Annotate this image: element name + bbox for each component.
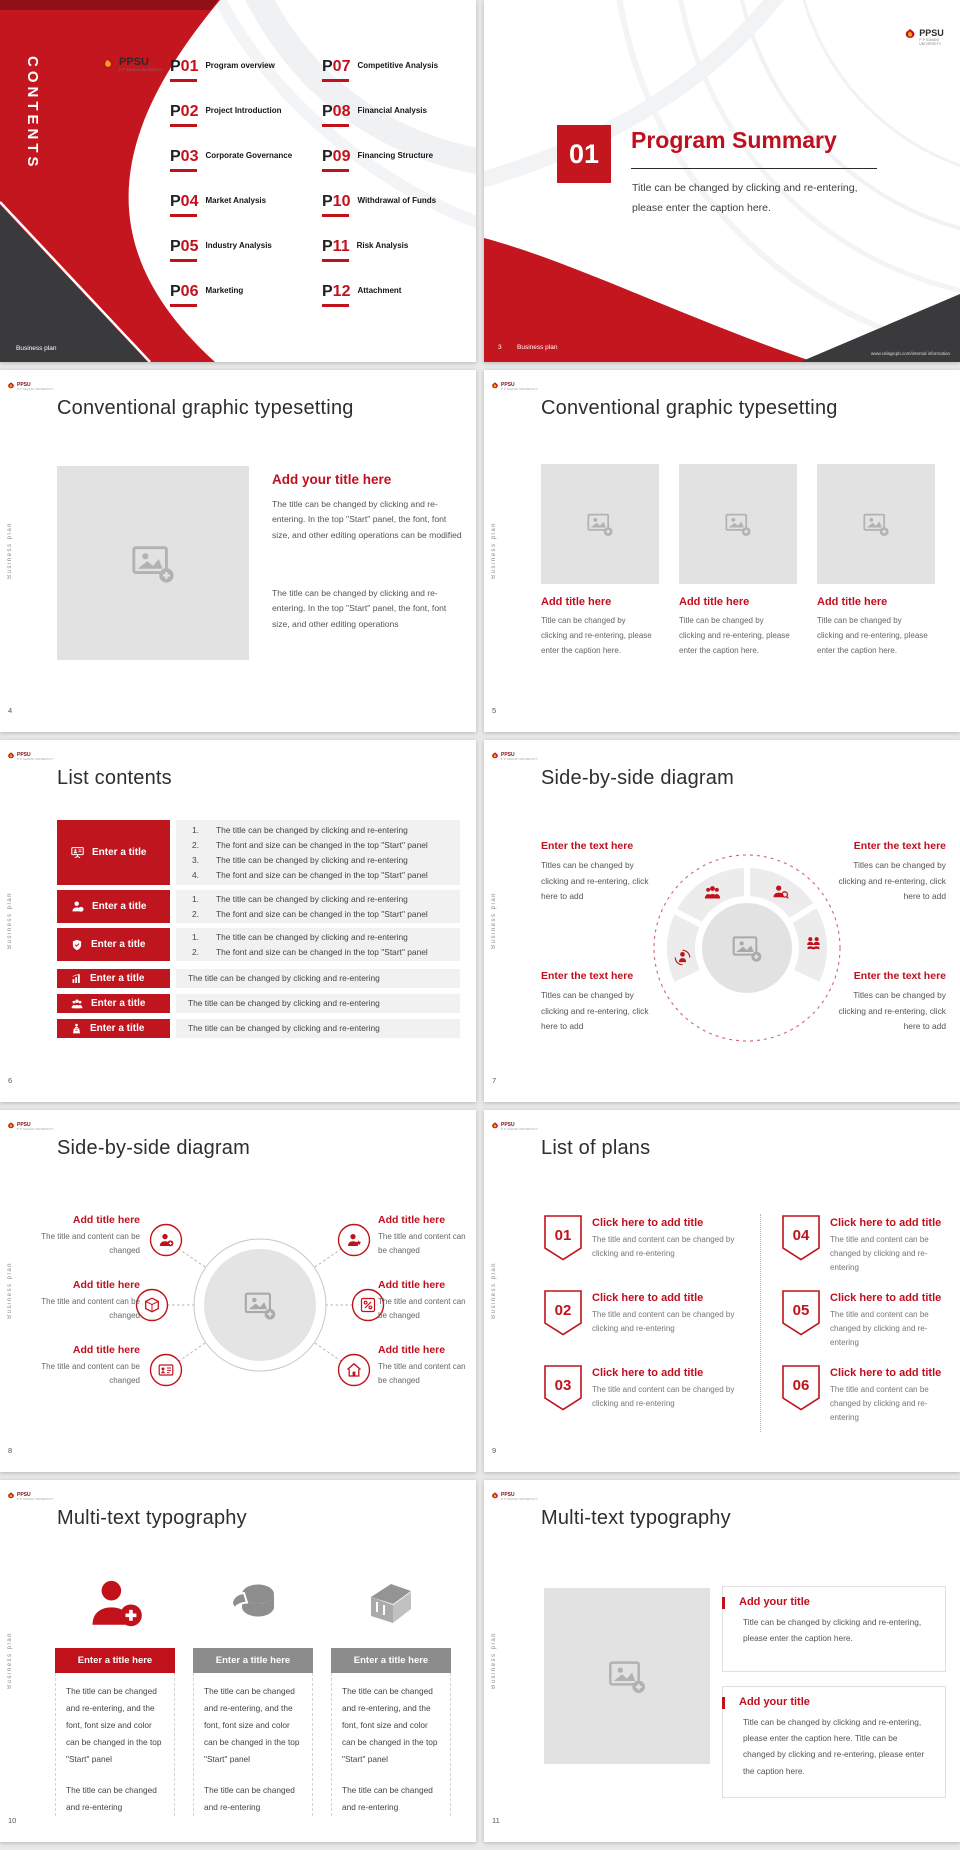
- contents-item-number: P11: [322, 238, 350, 262]
- list-panel: 1. The title can be changed by clicking and re-entering 2. The font and size can be changed in the top "Start" panel: [176, 890, 460, 923]
- brand-name: PPSU: [919, 28, 944, 38]
- slide-typography-image[interactable]: [484, 1480, 960, 1842]
- section-caption: Title can be changed by clicking and re-entering, please enter the caption here.: [632, 182, 858, 214]
- diagram-text-block: Add title here The title and content can be changed: [41, 1344, 140, 1386]
- brand-tagline: P P SAVANI UNIVERSITY: [119, 68, 163, 72]
- column-text: The title can be changed and re-entering, and the font, font size and color can be changed in the top "Start" panel The title can be changed and re-entering: [331, 1673, 451, 1816]
- contents-item[interactable]: [322, 283, 457, 307]
- svg-text:03: 03: [554, 1377, 572, 1394]
- plan-item-text: Click here to add title The title and content can be changed by clicking and re-entering: [830, 1217, 942, 1272]
- ppsu-mini-logo: PPSU P P SAVANI UNIVERSITY: [491, 382, 538, 391]
- person-target-icon: [674, 949, 691, 966]
- ring-diagram: [484, 740, 960, 1102]
- bar-chart-icon: [71, 973, 82, 984]
- content-heading: Add your title: [739, 1596, 945, 1608]
- contents-item[interactable]: [322, 148, 457, 172]
- sidebar-vertical-label: Business plan: [491, 1262, 497, 1319]
- page-number: 4: [8, 706, 13, 715]
- contents-item-number: P01: [170, 58, 198, 82]
- contents-item[interactable]: [170, 148, 305, 172]
- body-paragraph: The title can be changed by clicking and re-entering. In the top "Start" panel, the font, font size, and other editing operations: [272, 588, 447, 629]
- diagram-text-block: Add title here The title and content can be changed: [378, 1214, 466, 1256]
- body-paragraph: Title can be changed by clicking and re-entering, please enter the caption here.: [817, 616, 928, 655]
- contents-item-label: Market Analysis: [205, 196, 267, 205]
- page-number: 10: [8, 1816, 17, 1825]
- list-panel: The title can be changed by clicking and re-entering: [176, 969, 460, 988]
- ppsu-mini-logo: PPSU P P SAVANI UNIVERSITY: [7, 1492, 54, 1501]
- plan-number-badge: [544, 1290, 582, 1336]
- contents-item-number: P02: [170, 103, 198, 127]
- contents-item[interactable]: [170, 238, 305, 262]
- page-number: 11: [492, 1816, 500, 1825]
- list-panel: The title can be changed by clicking and re-entering: [176, 994, 460, 1013]
- slide-title: Conventional graphic typesetting: [57, 397, 354, 419]
- diagram-text-block: Add title here The title and content can be changed: [378, 1344, 466, 1386]
- ppsu-mini-logo: PPSU P P SAVANI UNIVERSITY: [491, 1492, 538, 1501]
- content-heading: Add your title: [739, 1696, 945, 1708]
- title-panel: [722, 1586, 946, 1672]
- image-placeholder-icon: [862, 510, 890, 538]
- ppsu-logo-icon: [904, 28, 916, 41]
- sidebar-vertical-label: Business plan: [491, 1632, 497, 1689]
- slide-title: Side-by-side diagram: [541, 767, 734, 789]
- contents-background-art: [0, 0, 476, 362]
- contents-item[interactable]: [322, 193, 457, 217]
- diagram-text-block: Enter the text here Titles can be changed by clicking and re-entering, click here to add: [838, 840, 946, 902]
- contents-item[interactable]: [170, 58, 305, 82]
- sidebar-vertical-label: Business plan: [7, 1262, 13, 1319]
- slide-contents[interactable]: [0, 0, 476, 362]
- contents-item-number: P07: [322, 58, 350, 82]
- svg-text:06: 06: [792, 1377, 810, 1394]
- enter-title-button[interactable]: Enter a title: [57, 969, 170, 988]
- ppsu-mini-logo: PPSU P P SAVANI UNIVERSITY: [491, 1122, 538, 1131]
- enter-title-bar[interactable]: Enter a title here: [331, 1648, 451, 1673]
- contents-item-label: Financial Analysis: [357, 106, 427, 115]
- slide-title: List of plans: [541, 1137, 651, 1159]
- contents-item[interactable]: [322, 238, 457, 262]
- contents-item[interactable]: [170, 103, 305, 127]
- slide-list-contents[interactable]: [0, 740, 476, 1102]
- contents-item[interactable]: [170, 283, 305, 307]
- page-number: 8: [8, 1446, 13, 1455]
- ppsu-logo-icon: [7, 382, 15, 390]
- contents-item-label: Financing Structure: [357, 151, 434, 160]
- plan-item-text: Click here to add title The title and content can be changed by clicking and re-entering: [592, 1292, 735, 1333]
- ppsu-logo-icon: [491, 1492, 499, 1500]
- content-heading: Add title here: [541, 596, 612, 608]
- typography-column: [331, 1558, 451, 1816]
- enter-title-button[interactable]: Enter a title: [57, 928, 170, 961]
- list-panel: 1. The title can be changed by clicking and re-entering 2. The font and size can be changed in the top "Start" panel: [176, 928, 460, 961]
- brand-name: PPSU: [119, 56, 149, 68]
- enter-title-button[interactable]: Enter a title: [57, 994, 170, 1013]
- plan-item-text: Click here to add title The title and content can be changed by clicking and re-entering: [592, 1217, 735, 1258]
- slide-title: Multi-text typography: [541, 1507, 731, 1529]
- body-paragraph: Title can be changed by clicking and re-entering, please enter the caption here.: [679, 616, 790, 655]
- plan-number-badge: [544, 1365, 582, 1411]
- slide-typography-columns[interactable]: [0, 1480, 476, 1842]
- diagram-text-block: Add title here The title and content can be changed: [378, 1279, 466, 1321]
- contents-item-number: P05: [170, 238, 198, 262]
- diagram-text-block: Add title here The title and content can be changed: [41, 1279, 140, 1321]
- content-heading: Add your title here: [272, 472, 392, 487]
- enter-title-button[interactable]: Enter a title: [57, 820, 170, 885]
- plan-number-badge: [782, 1215, 820, 1261]
- column-text: The title can be changed and re-entering, and the font, font size and color can be changed in the top "Start" panel The title can be changed and re-entering: [193, 1673, 313, 1816]
- slide-title: Multi-text typography: [57, 1507, 247, 1529]
- reading-group-icon: [805, 935, 822, 952]
- person-add-icon: [158, 1232, 174, 1248]
- ppsu-mini-logo: PPSU P P SAVANI UNIVERSITY: [7, 752, 54, 761]
- svg-text:01: 01: [554, 1227, 572, 1244]
- slide-list-of-plans[interactable]: [484, 1110, 960, 1472]
- contents-item-number: P12: [322, 283, 350, 307]
- sidebar-vertical-label: Business plan: [7, 522, 13, 579]
- ppsu-logo: [904, 28, 960, 46]
- content-heading: Add title here: [679, 596, 750, 608]
- presentation-icon: [71, 846, 84, 859]
- contents-item[interactable]: [322, 103, 457, 127]
- contents-item-label: Competitive Analysis: [357, 61, 439, 70]
- slide-diagram-ring[interactable]: [484, 740, 960, 1102]
- ppsu-logo-icon: [491, 382, 499, 390]
- page-number: 5: [492, 706, 497, 715]
- slide-section-01[interactable]: [484, 0, 960, 362]
- ppsu-logo-icon: [7, 1492, 15, 1500]
- consultant-icon: [86, 1574, 144, 1632]
- page-number: 7: [492, 1076, 497, 1085]
- content-heading: Add title here: [817, 596, 888, 608]
- building-icon: [346, 1362, 362, 1378]
- typography-column: [193, 1558, 313, 1816]
- footer-url: www.celagicpb.com/internal information: [870, 351, 950, 356]
- slide-typeset-three-images[interactable]: [484, 370, 960, 732]
- contents-item[interactable]: [322, 58, 457, 82]
- enter-title-bar[interactable]: Enter a title here: [55, 1648, 175, 1673]
- brand-tagline: P P SAVANI UNIVERSITY: [919, 38, 942, 46]
- section-title-underline: [631, 168, 877, 169]
- podium-person-icon: [71, 1023, 82, 1034]
- list-panel: The title can be changed by clicking and re-entering: [176, 1019, 460, 1038]
- contents-item-label: Withdrawal of Funds: [357, 196, 437, 205]
- diagram-text-block: Enter the text here Titles can be changed by clicking and re-entering, click here to add: [541, 840, 649, 902]
- diagram-text-block: Enter the text here Titles can be changed by clicking and re-entering, click here to add: [541, 970, 649, 1032]
- contents-item-number: P06: [170, 283, 198, 307]
- team-icon: [704, 884, 721, 901]
- team-icon: [71, 998, 83, 1010]
- slide-footer-label: Business plan: [517, 344, 558, 351]
- contents-vertical-title: CONTENTS: [24, 56, 41, 171]
- slide-title: List contents: [57, 767, 172, 789]
- svg-text:02: 02: [554, 1302, 572, 1319]
- image-placeholder[interactable]: [57, 466, 249, 660]
- ppsu-mini-logo: PPSU P P SAVANI UNIVERSITY: [491, 752, 538, 761]
- ppsu-logo-icon: [100, 56, 116, 72]
- image-placeholder-icon: [586, 510, 614, 538]
- image-placeholder[interactable]: [679, 464, 797, 584]
- plan-number-badge: [782, 1290, 820, 1336]
- person-star-icon: [346, 1232, 362, 1248]
- shield-icon: [71, 939, 83, 951]
- contents-item-number: P09: [322, 148, 350, 172]
- plan-item-text: Click here to add title The title and content can be changed by clicking and re-entering: [830, 1292, 942, 1347]
- slide-footer-label: Business plan: [16, 345, 57, 352]
- ppsu-mini-logo: PPSU P P SAVANI UNIVERSITY: [7, 1122, 54, 1131]
- enter-title-button[interactable]: Enter a title: [57, 1019, 170, 1038]
- building-3d-icon: [363, 1575, 419, 1631]
- image-placeholder-icon: [731, 932, 763, 964]
- column-text: The title can be changed and re-entering, and the font, font size and color can be changed in the top "Start" panel The title can be changed and re-entering: [55, 1673, 175, 1816]
- enter-title-bar[interactable]: Enter a title here: [193, 1648, 313, 1673]
- person-add-icon: [71, 900, 84, 913]
- contents-item[interactable]: [170, 193, 305, 217]
- plan-item-text: Click here to add title The title and content can be changed by clicking and re-entering: [830, 1367, 942, 1422]
- person-search-icon: [772, 883, 789, 900]
- image-placeholder[interactable]: [544, 1588, 710, 1764]
- slide-typeset-single-image[interactable]: [0, 370, 476, 732]
- contents-item-label: Risk Analysis: [356, 241, 409, 250]
- enter-title-button[interactable]: Enter a title: [57, 890, 170, 923]
- contents-item-label: Project Introduction: [205, 106, 282, 115]
- image-placeholder-icon: [130, 540, 176, 586]
- image-placeholder[interactable]: [541, 464, 659, 584]
- page-number: 3: [498, 344, 502, 351]
- sidebar-vertical-label: Business plan: [491, 892, 497, 949]
- diagram-text-block: Add title here The title and content can be changed: [41, 1214, 140, 1256]
- image-placeholder-icon: [607, 1656, 647, 1696]
- contents-item-label: Corporate Governance: [205, 151, 293, 160]
- contents-item-number: P08: [322, 103, 350, 127]
- ppsu-mini-logo: PPSU P P SAVANI UNIVERSITY: [7, 382, 54, 391]
- contents-item-label: Industry Analysis: [205, 241, 272, 250]
- page-number: 9: [492, 1446, 497, 1455]
- body-paragraph: The title can be changed by clicking and re-entering. In the top "Start" panel, the font, font size, and other editing operations can be modified: [272, 499, 462, 540]
- diagram-text-block: Enter the text here Titles can be changed by clicking and re-entering, click here to add: [838, 970, 946, 1032]
- contents-item-label: Program overview: [205, 61, 275, 70]
- sidebar-vertical-label: Business plan: [7, 892, 13, 949]
- id-card-icon: [158, 1362, 174, 1378]
- plan-item-text: Click here to add title The title and content can be changed by clicking and re-entering: [592, 1367, 735, 1408]
- contents-item-label: Attachment: [357, 286, 402, 295]
- slide-title: Conventional graphic typesetting: [541, 397, 838, 419]
- body-paragraph: Title can be changed by clicking and re-entering, please enter the caption here. Title can be changed by clicking and re-entering, please enter the caption here.: [743, 1717, 925, 1776]
- contents-item-number: P03: [170, 148, 198, 172]
- contents-item-label: Marketing: [205, 286, 244, 295]
- plan-number-badge: [544, 1215, 582, 1261]
- ppsu-logo-icon: [7, 752, 15, 760]
- section-number: 01: [557, 125, 611, 183]
- contents-item-number: P04: [170, 193, 198, 217]
- page-number: 6: [8, 1076, 13, 1085]
- list-panel: 1. The title can be changed by clicking and re-entering 2. The font and size can be changed in the top "Start" panel 3. The title can be changed by clicking and re-entering 4. The font and size can be changed in the top "Start" panel: [176, 820, 460, 885]
- title-panel: [722, 1686, 946, 1798]
- column-divider: [760, 1214, 761, 1432]
- body-paragraph: Title can be changed by clicking and re-entering, please enter the caption here.: [541, 616, 652, 655]
- slide-diagram-circle[interactable]: [0, 1110, 476, 1472]
- image-placeholder[interactable]: [817, 464, 935, 584]
- svg-text:05: 05: [792, 1302, 810, 1319]
- body-paragraph: Title can be changed by clicking and re-entering, please enter the caption here.: [743, 1617, 922, 1644]
- sidebar-vertical-label: Business plan: [491, 522, 497, 579]
- section-title: Program Summary: [631, 127, 837, 153]
- typography-column: [55, 1558, 175, 1816]
- svg-text:04: 04: [792, 1227, 810, 1244]
- ppsu-logo: [100, 56, 162, 72]
- slide-title: Side-by-side diagram: [57, 1137, 250, 1159]
- sidebar-vertical-label: Business plan: [7, 1632, 13, 1689]
- box-icon: [144, 1297, 160, 1313]
- discount-icon: [360, 1297, 376, 1313]
- ppsu-logo-icon: [491, 1122, 499, 1130]
- plan-number-badge: [782, 1365, 820, 1411]
- image-placeholder-icon: [724, 510, 752, 538]
- pie-chart-3d-icon: [225, 1575, 281, 1631]
- contents-item-number: P10: [322, 193, 350, 217]
- image-placeholder-icon: [243, 1288, 277, 1322]
